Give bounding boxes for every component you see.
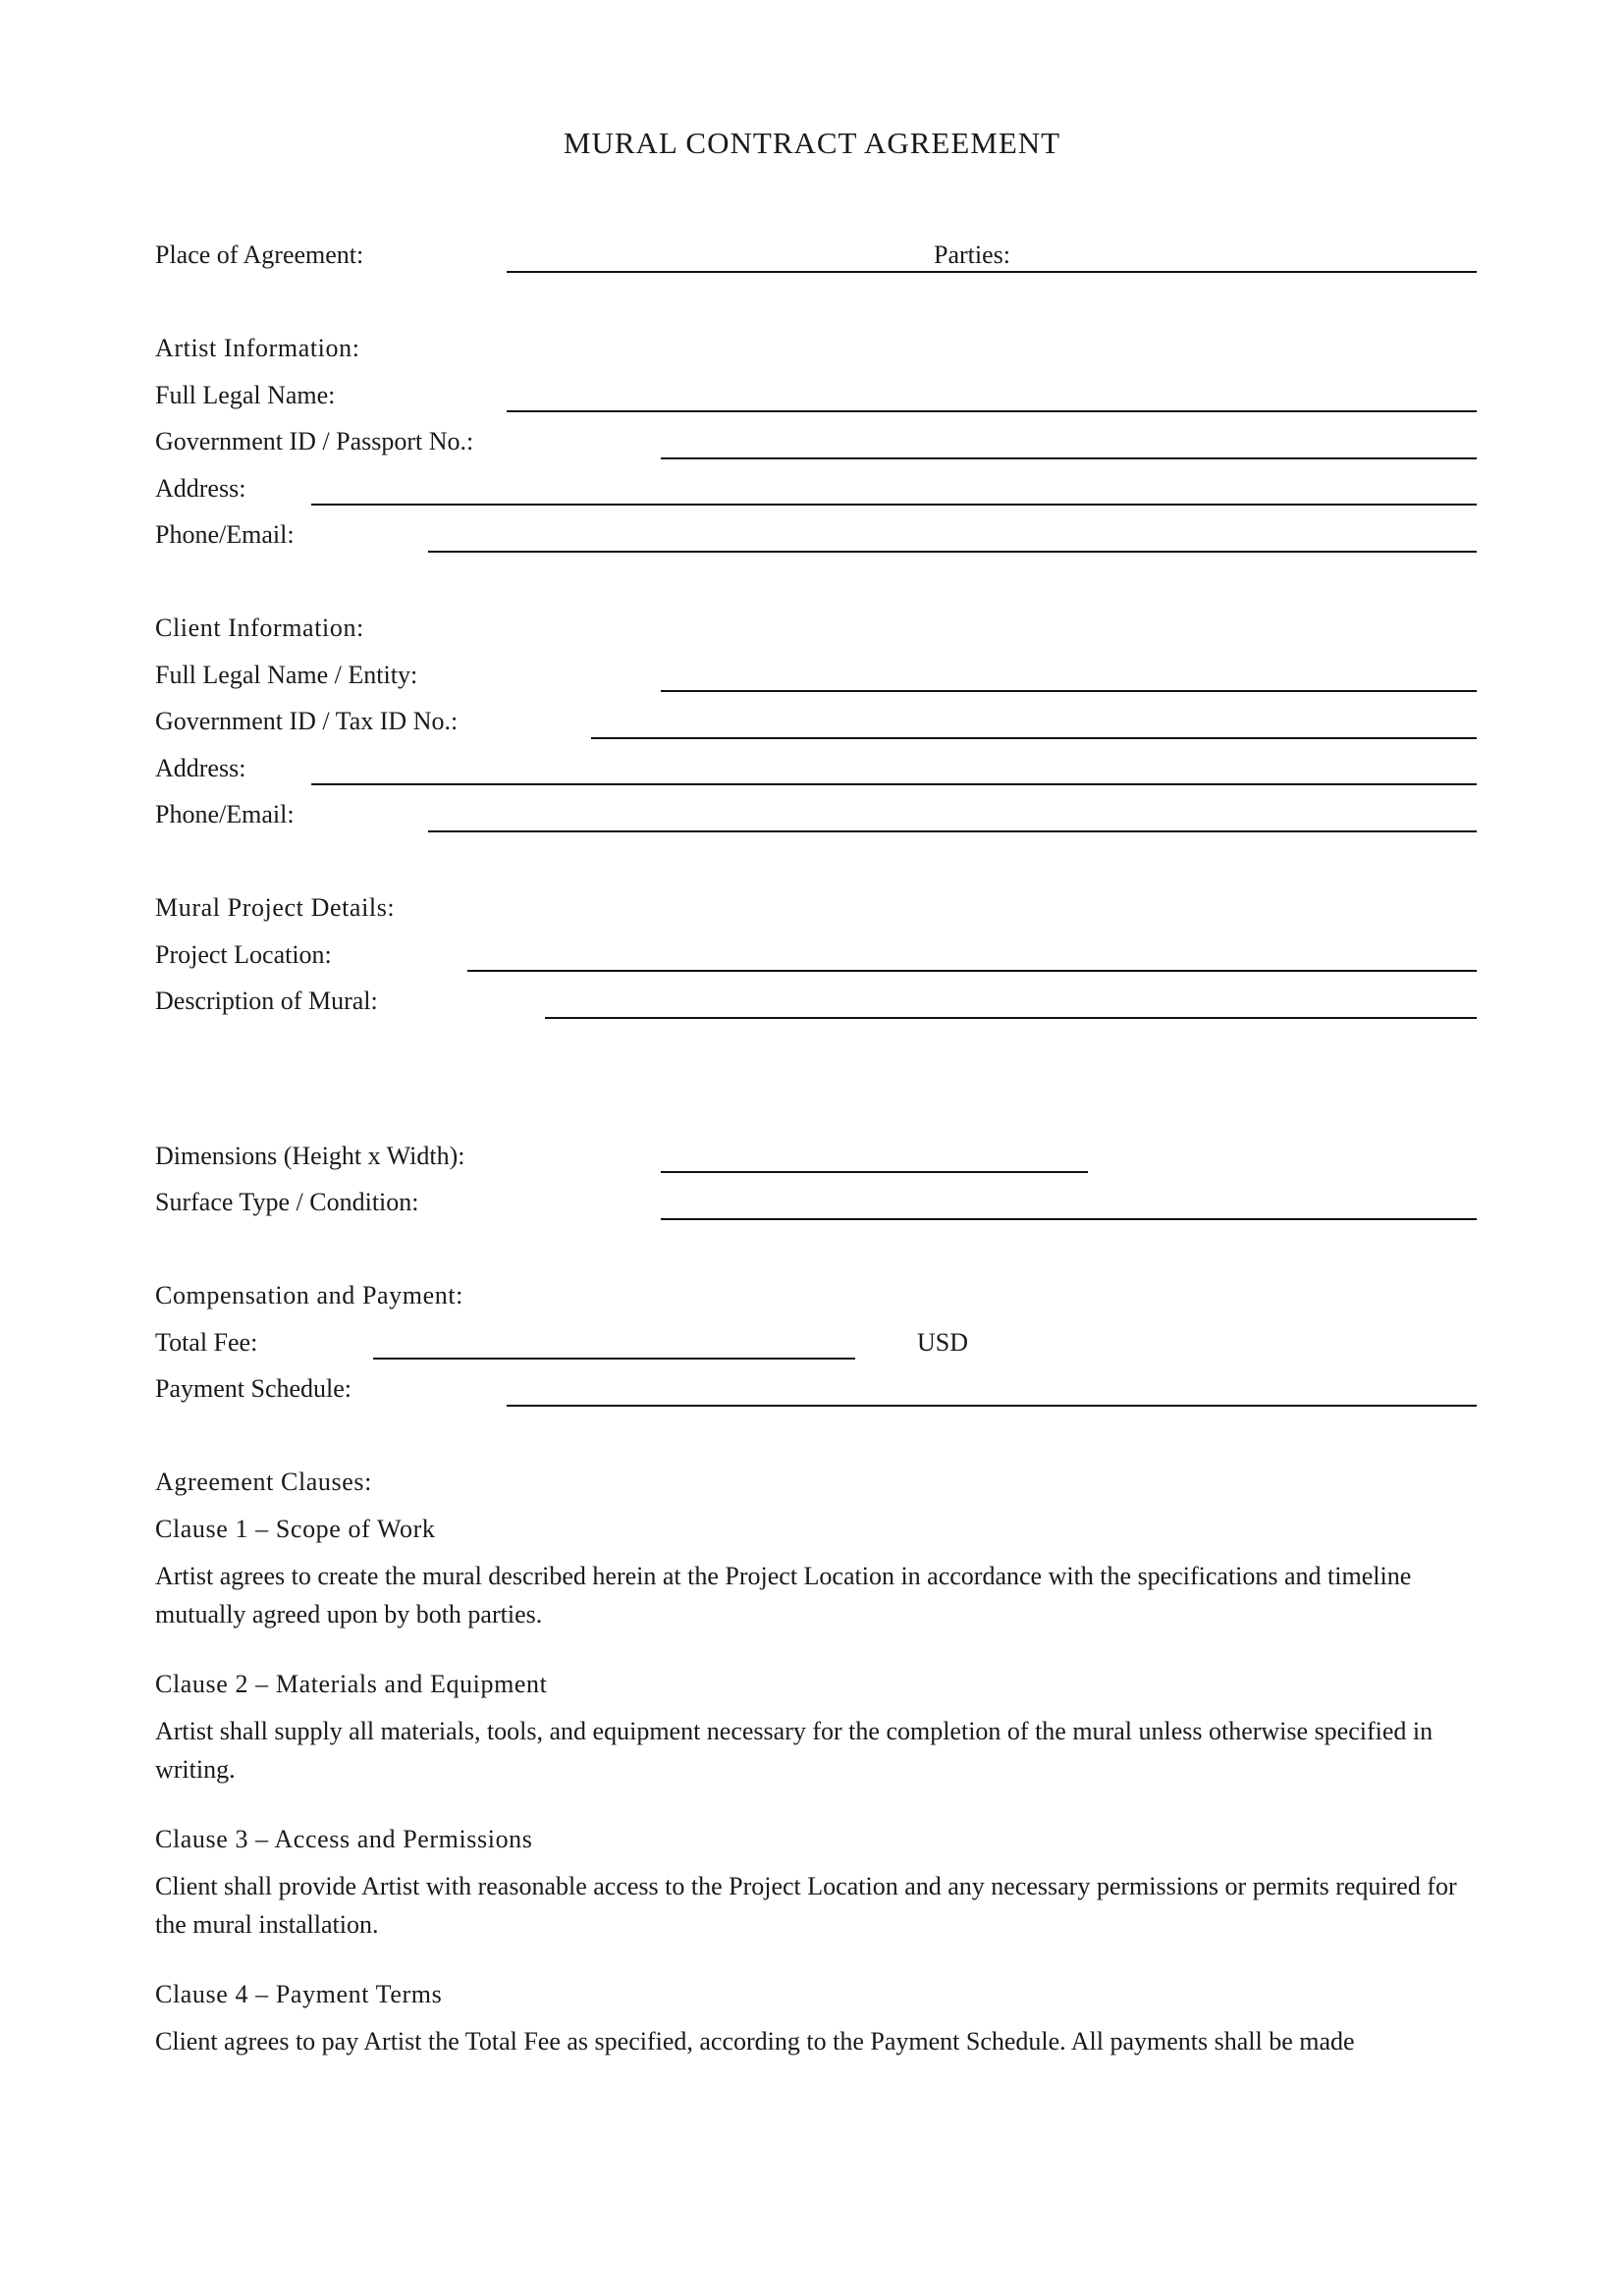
- clause-2-title: Clause 2 – Materials and Equipment: [155, 1670, 548, 1698]
- clause-4-text: Client agrees to pay Artist the Total Fee as specified, according to the Payment Schedule. All payments shall be made: [155, 2027, 1355, 2056]
- client-information-heading: Client Information:: [155, 614, 364, 642]
- clause-3-title: Clause 3 – Access and Permissions: [155, 1825, 533, 1853]
- client-name-field[interactable]: [661, 690, 1477, 692]
- artist-name-field[interactable]: [507, 410, 1477, 412]
- project-location-field[interactable]: [467, 970, 1477, 972]
- artist-name-label: Full Legal Name:: [155, 381, 336, 409]
- clause-2-text: Artist shall supply all materials, tools, and equipment necessary for the completion of the mural unless otherwise specified in writing.: [155, 1717, 1434, 1784]
- client-contact-field[interactable]: [428, 830, 1477, 832]
- total-fee-field[interactable]: [373, 1358, 855, 1360]
- place-of-agreement-label: Place of Agreement:: [155, 240, 364, 269]
- mural-description-field[interactable]: [545, 1017, 1477, 1019]
- clause-1-text: Artist agrees to create the mural described herein at the Project Location in accordance with the specifications and timeline mutually agreed upon by both parties.: [155, 1562, 1412, 1629]
- client-id-field[interactable]: [591, 737, 1477, 739]
- place-of-agreement-field[interactable]: [507, 271, 1477, 273]
- artist-information-heading: Artist Information:: [155, 334, 360, 362]
- total-fee-label: Total Fee:: [155, 1328, 258, 1357]
- project-location-label: Project Location:: [155, 940, 332, 969]
- clause-3-text: Client shall provide Artist with reasonable access to the Project Location and any necessary permissions or permits required for the mural installation.: [155, 1872, 1457, 1939]
- client-contact-label: Phone/Email:: [155, 800, 295, 828]
- artist-id-label: Government ID / Passport No.:: [155, 427, 474, 455]
- client-address-label: Address:: [155, 754, 246, 782]
- clause-1-title: Clause 1 – Scope of Work: [155, 1515, 436, 1543]
- agreement-clauses-heading: Agreement Clauses:: [155, 1468, 372, 1496]
- project-details-heading: Mural Project Details:: [155, 893, 396, 922]
- artist-id-field[interactable]: [661, 457, 1477, 459]
- mural-description-label: Description of Mural:: [155, 987, 378, 1015]
- dimensions-field[interactable]: [661, 1171, 1088, 1173]
- artist-address-label: Address:: [155, 474, 246, 503]
- document-title: MURAL CONTRACT AGREEMENT: [563, 126, 1061, 160]
- currency-label: USD: [917, 1328, 969, 1357]
- clause-4-title: Clause 4 – Payment Terms: [155, 1980, 443, 2008]
- client-name-label: Full Legal Name / Entity:: [155, 661, 418, 689]
- payment-schedule-label: Payment Schedule:: [155, 1374, 352, 1403]
- compensation-heading: Compensation and Payment:: [155, 1281, 463, 1309]
- client-address-field[interactable]: [311, 783, 1477, 785]
- parties-label: Parties:: [934, 240, 1010, 269]
- payment-schedule-field[interactable]: [507, 1405, 1477, 1407]
- surface-type-field[interactable]: [661, 1218, 1477, 1220]
- artist-contact-label: Phone/Email:: [155, 520, 295, 549]
- client-id-label: Government ID / Tax ID No.:: [155, 707, 459, 735]
- surface-type-label: Surface Type / Condition:: [155, 1188, 419, 1216]
- artist-contact-field[interactable]: [428, 551, 1477, 553]
- dimensions-label: Dimensions (Height x Width):: [155, 1142, 465, 1170]
- artist-address-field[interactable]: [311, 504, 1477, 506]
